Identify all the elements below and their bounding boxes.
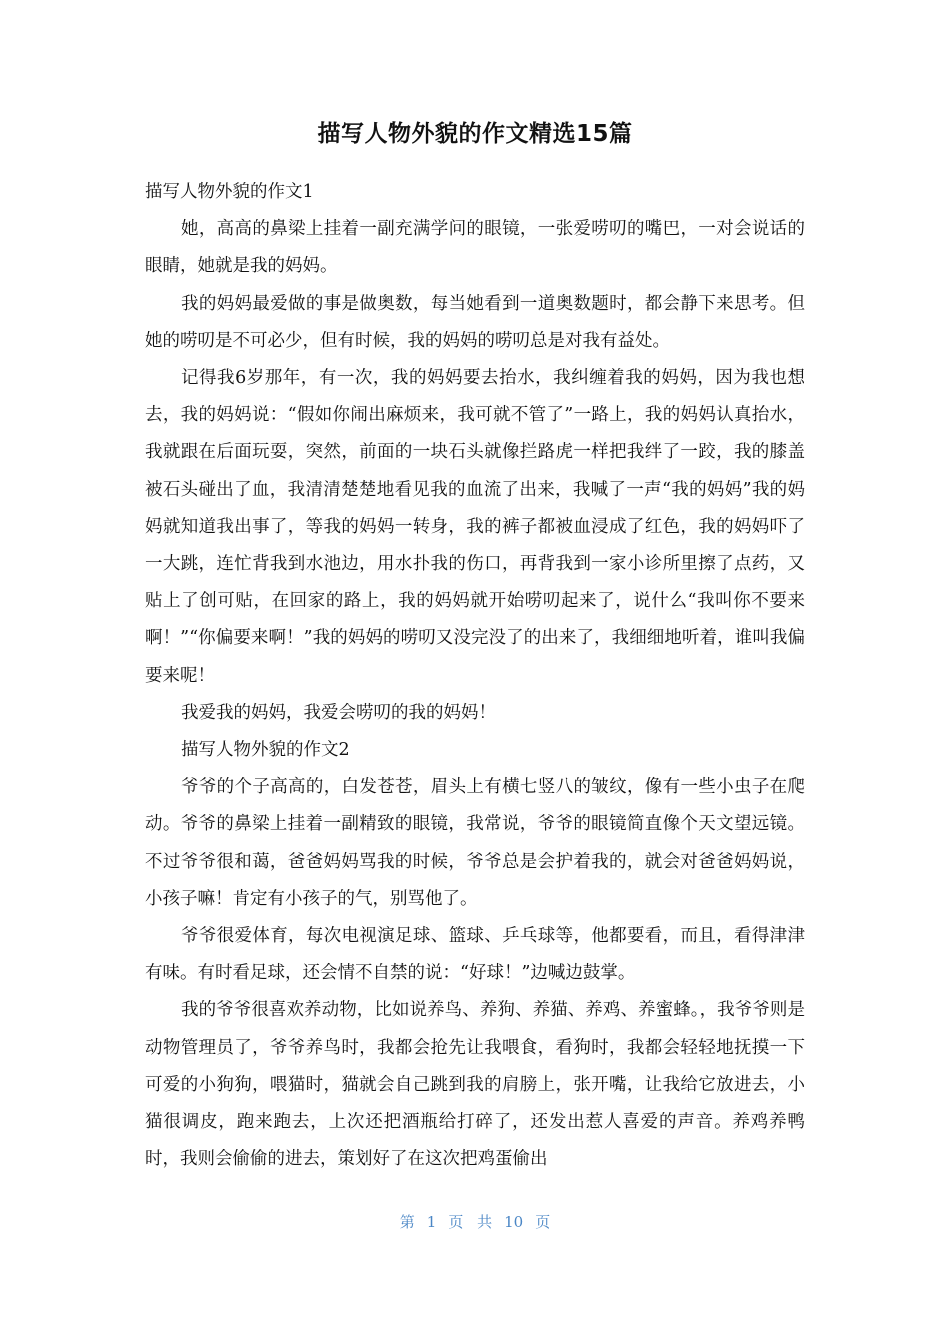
document-page: [145, 0, 805, 1344]
page-number-current: 1: [426, 1213, 437, 1231]
paragraph: 我爱我的妈妈，我爱会唠叨的我的妈妈！: [181, 702, 496, 723]
paragraph: 我的爷爷很喜欢养动物，比如说养鸟、养狗、养猫、养鸡、养蜜蜂。，我爷爷则是动物管理员了，爷爷养鸟时，我都会抢先让我喂食，看狗时，我都会轻轻地抚摸一下可爱的小狗狗，喂猫时，猫就会自己跳到我的肩膀上，张开嘴，让我给它放进去，小猫很调皮，跑来跑去，上次还把酒瓶给打碎了，还发出惹人喜爱的声音。养鸡养鸭时，我则会偷偷的进去，策划好了在这次把鸡蛋偷出: [145, 1000, 805, 1170]
page-label-prefix: 第: [399, 1213, 415, 1231]
page-footer: [0, 1208, 950, 1236]
paragraph: 爷爷很爱体育，每次电视演足球、篮球、乒乓球等，他都要看，而且，看得津津有味。有时看足球，还会情不自禁的说：“好球！”边喊边鼓掌。: [145, 926, 805, 984]
paragraph: 我的妈妈最爱做的事是做奥数，每当她看到一道奥数题时，都会静下来思考。但她的唠叨是不可必少，但有时候，我的妈妈的唠叨总是对我有益处。: [145, 293, 805, 351]
page-label-mid: 页 共: [448, 1213, 493, 1231]
section-heading: 描写人物外貌的作文1: [145, 182, 314, 202]
section-heading: 描写人物外貌的作文2: [181, 740, 350, 761]
page-number-total: 10: [504, 1213, 524, 1231]
document-body: [145, 174, 805, 1178]
paragraph: 记得我6岁那年，有一次，我的妈妈要去抬水，我纠缠着我的妈妈，因为我也想去，我的妈妈说：“假如你闹出麻烦来，我可就不管了”一路上，我的妈妈认真抬水，我就跟在后面玩耍，突然，前面的一块石头就像拦路虎一样把我绊了一跤，我的膝盖被石头碰出了血，我清清楚楚地看见我的血流了出来，我喊了一声“我的妈妈”我的妈妈就知道我出事了，等我的妈妈一转身，我的裤子都被血浸成了红色，我的妈妈吓了一大跳，连忙背我到水池边，用水扑我的伤口，再背我到一家小诊所里擦了点药，又贴上了创可贴，在回家的路上，我的妈妈就开始唠叨起来了，说什么“我叫你不要来啊！”“你偏要来啊！”我的妈妈的唠叨又没完没了的出来了，我细细地听着，谁叫我偏要来呢！: [145, 368, 805, 686]
paragraph: 她，高高的鼻梁上挂着一副充满学问的眼镜，一张爱唠叨的嘴巴，一对会说话的眼睛，她就是我的妈妈。: [145, 219, 805, 277]
document-title: 描写人物外貌的作文精选15篇: [317, 121, 633, 147]
page-label-suffix: 页: [535, 1213, 551, 1231]
paragraph: 爷爷的个子高高的，白发苍苍，眉头上有横七竖八的皱纹，像有一些小虫子在爬动。爷爷的鼻梁上挂着一副精致的眼镜，我常说，爷爷的眼镜简直像个天文望远镜。不过爷爷很和蔼，爸爸妈妈骂我的时候，爷爷总是会护着我的，就会对爸爸妈妈说，小孩子嘛！肯定有小孩子的气，别骂他了。: [145, 777, 805, 909]
